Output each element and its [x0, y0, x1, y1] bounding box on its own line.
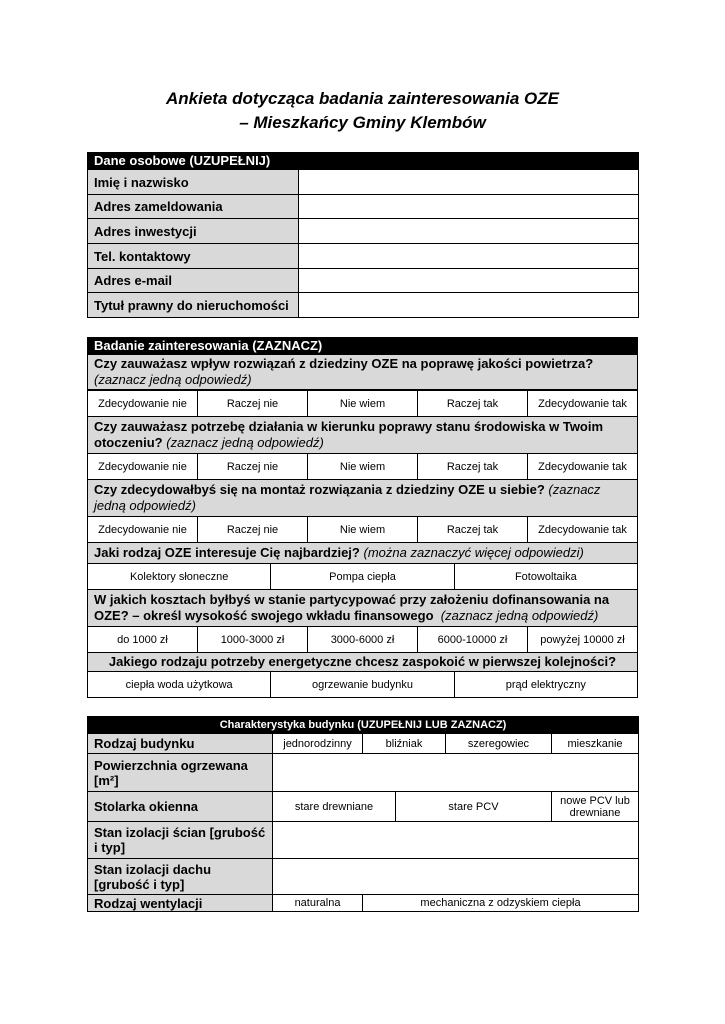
question-5-options: [87, 626, 638, 653]
question-1-text: Czy zauważasz wpływ rozwiązań z dziedziny OZE na poprawę jakości powietrza?: [94, 356, 594, 371]
q3-option[interactable]: Raczej nie: [198, 517, 308, 543]
form-title-line2: – Mieszkańcy Gminy Klembów: [239, 113, 486, 132]
name-field[interactable]: [299, 170, 639, 195]
ventilation-option[interactable]: naturalna: [273, 895, 363, 912]
question-2-options: [87, 453, 638, 480]
question-5-hint: (zaznacz jedną odpowiedź): [440, 608, 599, 623]
question-3: [88, 480, 638, 517]
ventilation-label: Rodzaj wentylacji: [88, 895, 273, 912]
question-2: [88, 417, 638, 454]
windows-option[interactable]: stare PCV: [396, 792, 552, 822]
heated-area-field[interactable]: [273, 754, 639, 792]
personal-data-table: [87, 152, 639, 318]
energy-need-heating[interactable]: ogrzewanie budynku: [271, 672, 454, 698]
q1-option[interactable]: Raczej nie: [198, 391, 308, 417]
form-title-line1: Ankieta dotycząca badania zainteresowania OZE: [165, 89, 560, 108]
cost-option[interactable]: powyżej 10000 zł: [528, 627, 638, 653]
question-5-text: W jakich kosztach byłbyś w stanie partycypować przy założeniu dofinansowania na OZE? – określ wysokość swojego wkładu finansowego: [94, 592, 610, 623]
legal-title-field[interactable]: [299, 293, 639, 318]
name-label: Imię i nazwisko: [88, 170, 299, 195]
question-6-table: [87, 652, 638, 672]
personal-data-header: Dane osobowe (UZUPEŁNIJ): [88, 153, 639, 170]
question-3-hint: (zaznacz jedną odpowiedź): [94, 482, 601, 513]
question-6-options: [87, 671, 638, 698]
q2-option[interactable]: Raczej nie: [198, 454, 308, 480]
ventilation-option[interactable]: mechaniczna z odzyskiem ciepła: [363, 895, 639, 912]
building-type-option[interactable]: jednorodzinny: [273, 734, 363, 754]
question-2-text: Czy zauważasz potrzebę działania w kierunku poprawy stanu środowiska w Twoim otoczeniu?: [94, 419, 604, 450]
question-4-text: Jaki rodzaj OZE interesuje Cię najbardziej?: [94, 545, 360, 560]
investment-address-label: Adres inwestycji: [88, 219, 299, 244]
question-2-hint: (zaznacz jedną odpowiedź): [166, 435, 324, 450]
q2-option[interactable]: Zdecydowanie tak: [528, 454, 638, 480]
oze-option-solar-collectors[interactable]: Kolektory słoneczne: [88, 564, 271, 590]
phone-field[interactable]: [299, 244, 639, 269]
question-4-table: [87, 542, 638, 564]
roof-insulation-field[interactable]: [273, 859, 639, 895]
q2-option[interactable]: Raczej tak: [418, 454, 528, 480]
q2-option[interactable]: Zdecydowanie nie: [88, 454, 198, 480]
question-1-hint: (zaznacz jedną odpowiedź): [94, 372, 252, 387]
q2-option[interactable]: Nie wiem: [308, 454, 418, 480]
question-3-text: Czy zdecydowałbyś się na montaż rozwiązania z dziedziny OZE u siebie?: [94, 482, 545, 497]
question-1-options: [87, 390, 638, 417]
building-type-label: Rodzaj budynku: [88, 734, 273, 754]
cost-option[interactable]: 3000-6000 zł: [308, 627, 418, 653]
registered-address-field[interactable]: [299, 195, 639, 219]
energy-need-hot-water[interactable]: ciepła woda użytkowa: [88, 672, 271, 698]
investment-address-field[interactable]: [299, 219, 639, 244]
windows-option[interactable]: stare drewniane: [273, 792, 396, 822]
q3-option[interactable]: Nie wiem: [308, 517, 418, 543]
question-1: [88, 355, 638, 390]
q1-option[interactable]: Zdecydowanie nie: [88, 391, 198, 417]
windows-label: Stolarka okienna: [88, 792, 273, 822]
oze-option-heat-pump[interactable]: Pompa ciepła: [271, 564, 454, 590]
question-4-options: [87, 563, 638, 590]
building-table: [87, 716, 639, 912]
phone-label: Tel. kontaktowy: [88, 244, 299, 269]
cost-option[interactable]: 1000-3000 zł: [198, 627, 308, 653]
wall-insulation-field[interactable]: [273, 822, 639, 859]
question-3-options: [87, 516, 638, 543]
registered-address-label: Adres zameldowania: [88, 195, 299, 219]
question-2-table: [87, 416, 638, 454]
email-field[interactable]: [299, 269, 639, 293]
oze-option-photovoltaics[interactable]: Fotowoltaika: [454, 564, 637, 590]
q3-option[interactable]: Zdecydowanie nie: [88, 517, 198, 543]
building-header: Charakterystyka budynku (UZUPEŁNIJ LUB ZAZNACZ): [88, 717, 639, 734]
building-type-option[interactable]: mieszkanie: [552, 734, 639, 754]
q3-option[interactable]: Raczej tak: [418, 517, 528, 543]
question-6: Jakiego rodzaju potrzeby energetyczne chcesz zaspokoić w pierwszej kolejności?: [88, 653, 638, 672]
wall-insulation-label: Stan izolacji ścian [grubość i typ]: [88, 822, 273, 859]
legal-title-label: Tytuł prawny do nieruchomości: [88, 293, 299, 318]
roof-insulation-label: Stan izolacji dachu [grubość i typ]: [88, 859, 273, 895]
q3-option[interactable]: Zdecydowanie tak: [528, 517, 638, 543]
question-4-hint: (można zaznaczyć więcej odpowiedzi): [363, 545, 584, 560]
email-label: Adres e-mail: [88, 269, 299, 293]
cost-option[interactable]: 6000-10000 zł: [418, 627, 528, 653]
question-5: [88, 590, 638, 627]
question-5-table: [87, 589, 638, 627]
question-3-table: [87, 479, 638, 517]
survey-header: Badanie zainteresowania (ZAZNACZ): [88, 338, 638, 355]
energy-need-electricity[interactable]: prąd elektryczny: [454, 672, 637, 698]
heated-area-label: Powierzchnia ogrzewana [m²]: [88, 754, 273, 792]
q1-option[interactable]: Zdecydowanie tak: [528, 391, 638, 417]
q1-option[interactable]: Raczej tak: [418, 391, 528, 417]
survey-header-table: [87, 337, 638, 390]
windows-option[interactable]: nowe PCV lub drewniane: [552, 792, 639, 822]
cost-option[interactable]: do 1000 zł: [88, 627, 198, 653]
building-type-option[interactable]: szeregowiec: [446, 734, 552, 754]
building-type-option[interactable]: bliźniak: [363, 734, 446, 754]
question-4: [88, 543, 638, 564]
q1-option[interactable]: Nie wiem: [308, 391, 418, 417]
